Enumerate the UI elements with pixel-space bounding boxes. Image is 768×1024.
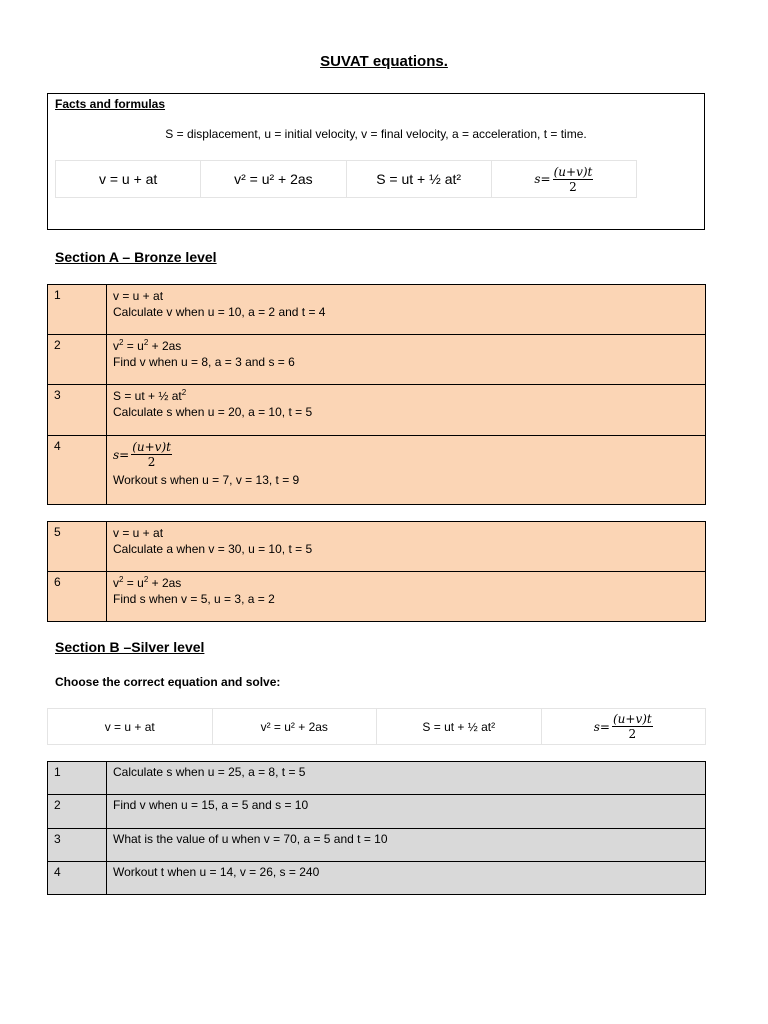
question-number: 1 [48, 285, 107, 335]
equation-s-fraction [492, 161, 636, 197]
equation-s-ut-half-at2: S = ut + ½ at² [347, 161, 492, 197]
section-a-table-1 [47, 284, 706, 505]
question-cell [107, 335, 706, 385]
question-number: 3 [48, 385, 107, 436]
formula-part: S = ut + ½ at [113, 389, 182, 403]
facts-box [47, 93, 705, 230]
section-a-table-2 [47, 521, 706, 622]
question-text: Workout t when u = 14, v = 26, s = 240 [107, 862, 706, 895]
fraction-numerator: (u+v)t [132, 440, 171, 454]
question-cell [107, 385, 706, 436]
page-title: SUVAT equations. [320, 53, 448, 70]
question-text: What is the value of u when v = 70, a = 5 and t = 10 [107, 829, 706, 862]
table-row [48, 285, 706, 335]
fraction-denominator: 2 [569, 179, 577, 194]
table-row [48, 762, 706, 795]
table-row [48, 795, 706, 829]
question-number: 3 [48, 829, 107, 862]
facts-equation-row [55, 160, 637, 198]
variable-definitions: S = displacement, u = initial velocity, v = final velocity, a = acceleration, t = time. [165, 127, 587, 141]
question-text: Find v when u = 15, a = 5 and s = 10 [107, 795, 706, 829]
table-row [48, 572, 706, 622]
table-row [48, 385, 706, 436]
question-cell [107, 285, 706, 335]
equation-v2-u2-2as: v² = u² + 2as [213, 709, 378, 744]
facts-heading: Facts and formulas [55, 97, 166, 111]
question-formula [113, 388, 699, 404]
equation-s-fraction [542, 709, 706, 744]
table-row [48, 436, 706, 505]
question-text: Calculate a when v = 30, u = 10, t = 5 [113, 542, 313, 556]
formula-part: + 2as [148, 576, 182, 590]
question-number: 2 [48, 335, 107, 385]
table-row [48, 335, 706, 385]
equation-v2-u2-2as: v² = u² + 2as [201, 161, 346, 197]
question-number: 4 [48, 862, 107, 895]
question-number: 2 [48, 795, 107, 829]
fraction-denominator: 2 [147, 455, 156, 469]
section-a-heading: Section A – Bronze level [55, 249, 217, 265]
question-text: Calculate s when u = 25, a = 8, t = 5 [107, 762, 706, 795]
question-formula [113, 575, 699, 591]
question-text: Find v when u = 8, a = 3 and s = 6 [113, 355, 295, 369]
equation-v-u-at: v = u + at [48, 709, 213, 744]
question-formula [113, 338, 699, 354]
question-formula: v = u + at [113, 526, 164, 540]
equation-s-ut-half-at2: S = ut + ½ at² [377, 709, 542, 744]
formula-superscript: 2 [143, 575, 149, 584]
section-b-instruction: Choose the correct equation and solve: [55, 675, 281, 689]
formula-superscript: 2 [181, 388, 187, 397]
question-number: 5 [48, 522, 107, 572]
question-cell [107, 436, 706, 505]
question-cell [107, 522, 706, 572]
formula-part: = u [123, 339, 144, 353]
fraction-numerator: (u+v)t [553, 164, 593, 179]
question-text: Workout s when u = 7, v = 13, t = 9 [113, 473, 300, 487]
section-b-heading: Section B –Silver level [55, 639, 205, 655]
fraction-numerator: (u+v)t [612, 712, 652, 726]
table-row [48, 522, 706, 572]
formula-part: v [113, 339, 119, 353]
formula-superscript: 2 [143, 338, 149, 347]
fraction-lhs: s= [113, 447, 130, 462]
equation-v-u-at: v = u + at [56, 161, 201, 197]
question-number: 1 [48, 762, 107, 795]
question-text: Calculate s when u = 20, a = 10, t = 5 [113, 405, 313, 419]
question-text: Calculate v when u = 10, a = 2 and t = 4 [113, 305, 326, 319]
formula-superscript: 2 [119, 575, 124, 584]
question-number: 4 [48, 436, 107, 505]
section-b-table [47, 761, 706, 895]
table-row [48, 829, 706, 862]
fraction-denominator: 2 [628, 727, 637, 741]
question-text: Find s when v = 5, u = 3, a = 2 [113, 592, 275, 606]
question-formula: v = u + at [113, 289, 164, 303]
question-number: 6 [48, 572, 107, 622]
formula-part: = u [123, 576, 144, 590]
table-row [48, 862, 706, 895]
question-formula [113, 440, 699, 469]
question-cell [107, 572, 706, 622]
formula-superscript: 2 [119, 338, 124, 347]
section-b-equation-row [47, 708, 706, 745]
formula-part: v [113, 576, 119, 590]
formula-part: + 2as [148, 339, 182, 353]
fraction-lhs: s= [593, 719, 610, 734]
fraction-lhs: s= [534, 172, 551, 186]
